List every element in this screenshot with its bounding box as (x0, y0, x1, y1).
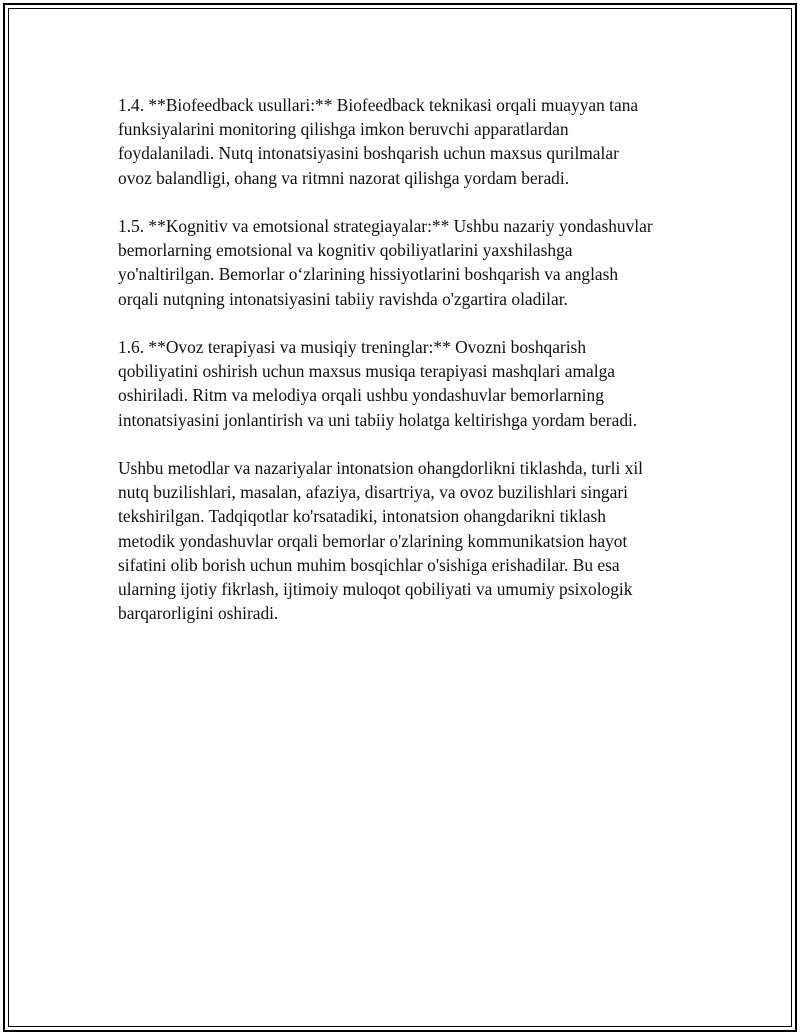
paragraph-voice-therapy: 1.6. **Ovoz terapiyasi va musiqiy treninglar:** Ovozni boshqarish qobiliyatini oshirish uchun maxsus musiqa terapiyasi mashqlari amalga oshiriladi. Ritm va melodiya orqali ushbu yondashuvlar bemorlarning intonatsiyasini jonlantirish va uni tabiiy holatga keltirishga yordam beradi. (118, 337, 638, 430)
paragraph-cognitive-emotional: 1.5. **Kognitiv va emotsional strategiayalar:** Ushbu nazariy yondashuvlar bemorlarning emotsional va kognitiv qobiliyatlarini yaxshilashga yo'naltirilgan. Bemorlar o‘zlarining hissiyotlarini boshqarish va anglash orqali nutqning intonatsiyasini tabiiy ravishda o'zgartira oladilar. (118, 216, 653, 309)
paragraph-biofeedback: 1.4. **Biofeedback usullari:** Biofeedback teknikasi orqali muayyan tana funksiyalarini monitoring qilishga imkon beruvchi apparatlardan foydalaniladi. Nutq intonatsiyasini boshqarish uchun maxsus qurilmalar ovoz balandligi, ohang va ritmni nazorat qilishga yordam beradi. (118, 95, 639, 188)
paragraph-conclusion: Ushbu metodlar va nazariyalar intonatsion ohangdorlikni tiklashda, turli xil nutq buzilishlari, masalan, afaziya, disartriya, va ovoz buzilishlari singari tekshirilgan. Tadqiqotlar ko'rsatadiki, intonatsion ohangdarikni tiklash metodik yondashuvlar orqali bemorlar o'zlarining kommunikatsion hayot sifatini olib borish uchun muhim bosqichlar o'sishiga erishadilar. Bu esa ularning ijotiy fikrlash, ijtimoiy muloqot qobiliyati va umumiy psixologik barqarorligini oshiradi. (118, 458, 643, 624)
document-body (118, 93, 698, 650)
